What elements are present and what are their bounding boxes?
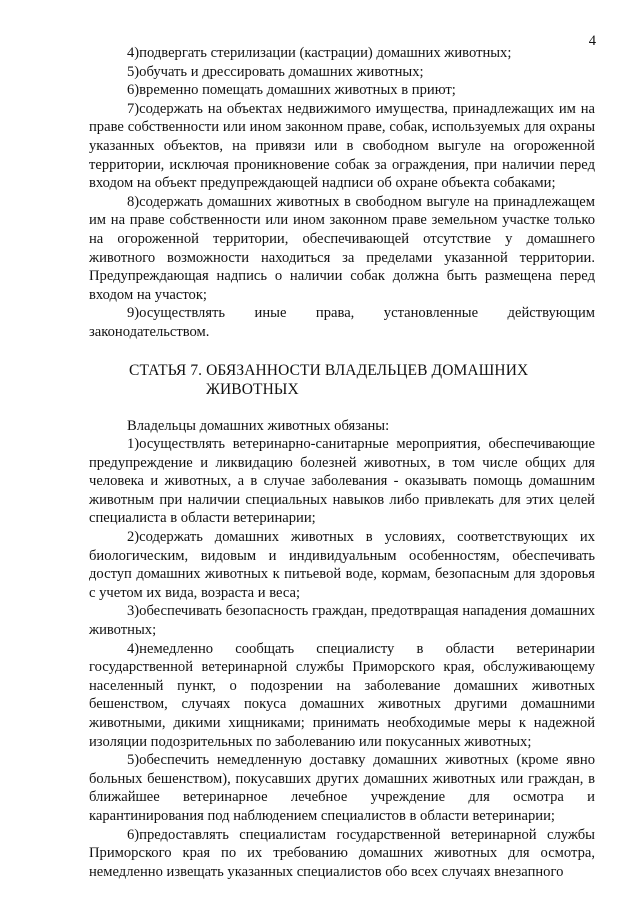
paragraph-right-9: 9)осуществлять иные права, установленные действующим законодательством. (89, 305, 595, 340)
duty-item-3: 3)обеспечивать безопасность граждан, предотвращая нападения домашних животных; (89, 603, 595, 639)
paragraph-right-8: 8)содержать домашних животных в свободном выгуле на принадлежащем им на праве собственности или ином законном праве земельном участке только на огороженной территории, обеспечивающей отсутствие у домашнего животного возможности находиться за пределами указанной территории. Предупреждающая надпись о наличии собак должна быть размещена перед входом на участок; (89, 193, 595, 303)
document-body (89, 44, 595, 881)
duty-item-1: 1)осуществлять ветеринарно-санитарные мероприятия, обеспечивающие предупреждение и ликвидацию болезней животных, в том числе общих для человека и животных, а в случае заболевания - оказывать помощь домашним животным при наличии специальных навыков либо привлекать для этих целей специалиста в области ветеринарии; (89, 436, 595, 527)
paragraph-right-6: 6)временно помещать домашних животных в приют; (127, 82, 456, 99)
duty-item-2: 2)содержать домашних животных в условиях, соответствующих их биологическим, видовым и индивидуальным особенностям, обеспечивать доступ домашних животных к питьевой воде, кормам, безопасным для здоровья с учетом их вида, возраста и веса; (89, 529, 595, 601)
duty-item-5: 5)обеспечить немедленную доставку домашних животных (кроме явно больных бешенством), покусавших других домашних животных или граждан, в ближайшее ветеринарное лечебное учреждение для осмотра и карантинирования под наблюдением специалистов в области ветеринарии; (89, 752, 595, 824)
page-number: 4 (588, 33, 596, 49)
article-heading-line1: СТАТЬЯ 7. ОБЯЗАННОСТИ ВЛАДЕЛЬЦЕВ ДОМАШНИХ (129, 361, 529, 379)
paragraph-right-4: 4)подвергать стерилизации (кастрации) домашних животных; (127, 45, 512, 61)
paragraph-right-7: 7)содержать на объектах недвижимого имущества, принадлежащих им на праве собственности или ином законном праве, собак, используемых для охраны указанных объектов, на привязи или в свободном выгуле на огороженной территории, исключая проникновение собак за ограждения, при наличии перед входом на объект предупреждающей надписи об охране объекта собаками; (89, 100, 595, 192)
article-heading-line2: ЖИВОТНЫХ (206, 380, 299, 398)
duty-item-4: 4)немедленно сообщать специалисту в области ветеринарии государственной ветеринарной службы Приморского края, обслуживающему населенный пункт, о подозрении на заболевание домашних животных бешенством, случаях покуса домашних животных другими домашними животными, дикими хищниками; принимать необходимые меры к надежной изоляции подозрительных по заболеванию или покусанных животных; (89, 640, 595, 750)
duty-item-6: 6)предоставлять специалистам государственной ветеринарной службы Приморского края по их требованию домашних животных для осмотра, немедленно извещать указанных специалистов обо всех случаях внезапного (89, 826, 595, 880)
duties-intro: Владельцы домашних животных обязаны: (127, 417, 390, 434)
paragraph-right-5: 5)обучать и дрессировать домашних животных; (127, 63, 424, 80)
article-heading (89, 361, 595, 399)
